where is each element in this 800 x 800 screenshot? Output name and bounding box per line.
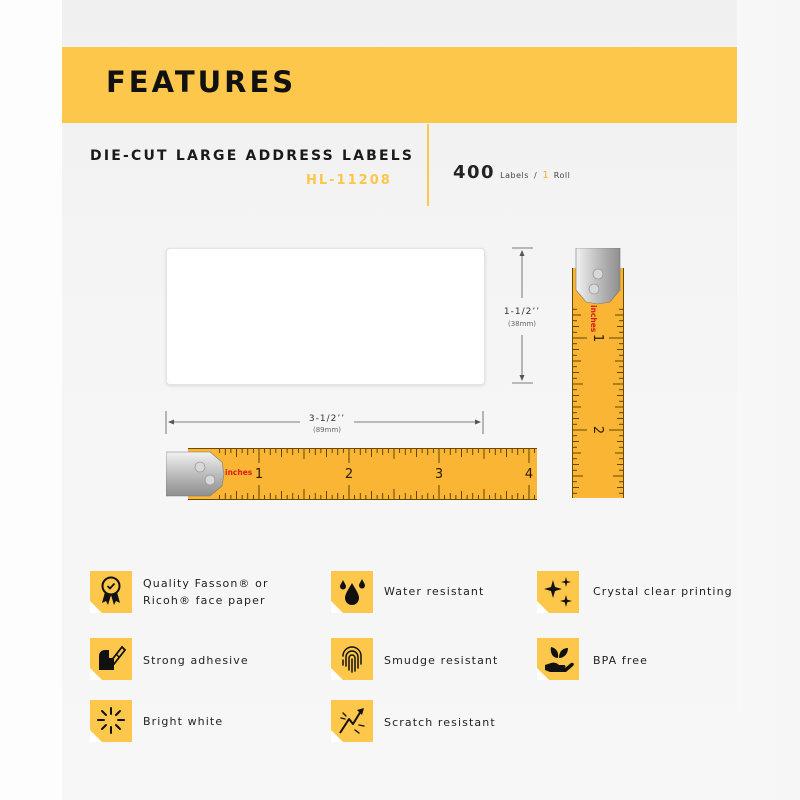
- tape-number: 4: [524, 467, 534, 482]
- horizontal-tape-measure: [166, 444, 537, 504]
- width-dimension: 3-1/2’’: [308, 414, 346, 424]
- tape-number: 2: [344, 467, 354, 482]
- award-ribbon-icon: [90, 571, 132, 613]
- tape-unit-label: inches: [589, 305, 598, 333]
- tape-number: 1: [254, 467, 264, 482]
- adhesive-peel-icon: [90, 638, 132, 680]
- hook-rivet: [593, 269, 603, 279]
- product-name: DIE-CUT LARGE ADDRESS LABELS: [90, 148, 415, 164]
- roll-unit: Roll: [553, 171, 571, 180]
- vertical-tape-measure: [568, 248, 628, 498]
- count-unit: Labels: [500, 171, 529, 180]
- leaf-hand-icon: [537, 638, 579, 680]
- width-dimension-metric: (89mm): [312, 426, 341, 434]
- product-model: HL-11208: [306, 173, 392, 188]
- water-drops-icon: [331, 571, 373, 613]
- feature-text: Smudge resistant: [384, 654, 499, 667]
- feature-line: Ricoh® face paper: [143, 594, 266, 607]
- hook-rivet: [205, 475, 215, 485]
- bright-burst-icon: [90, 700, 132, 742]
- count-separator: /: [534, 171, 538, 180]
- hook-rivet: [195, 462, 205, 472]
- feature-text: Crystal clear printing: [593, 585, 733, 598]
- height-dimension: 1-1/2’’: [503, 307, 541, 317]
- fingerprint-icon: [331, 638, 373, 680]
- tape-unit-label: inches: [225, 468, 253, 477]
- feature-text: Scratch resistant: [384, 716, 496, 729]
- tape-number: 3: [434, 467, 444, 482]
- count-value: 400: [453, 162, 496, 183]
- hook-rivet: [589, 284, 599, 294]
- tape-hook: [166, 452, 224, 496]
- feature-line: Quality Fasson® or: [143, 577, 269, 590]
- feature-text: Bright white: [143, 715, 224, 728]
- feature-text: Water resistant: [384, 585, 485, 598]
- feature-text: BPA free: [593, 654, 648, 667]
- sparkles-icon: [537, 571, 579, 613]
- banner-title: FEATURES: [106, 65, 297, 99]
- feature-text: Strong adhesive: [143, 654, 249, 667]
- roll-count: 1: [542, 170, 549, 181]
- scratch-icon: [331, 700, 373, 742]
- tape-number: 1: [590, 333, 605, 343]
- height-dimension-metric: (38mm): [507, 320, 536, 328]
- feature-text: [143, 575, 269, 609]
- tape-number: 2: [590, 425, 605, 435]
